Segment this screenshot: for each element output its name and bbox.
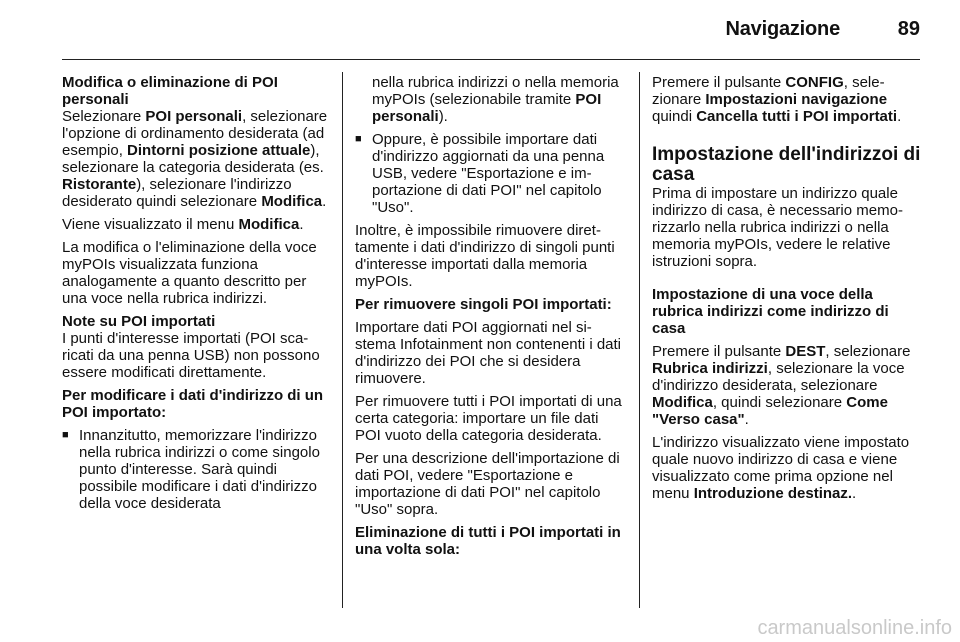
ui-term: DEST (785, 343, 826, 360)
bullet-text (372, 74, 627, 125)
text: . (299, 216, 304, 233)
text: nella rubrica indirizzi o nella memoria myPOIs (selezionabile tramite (372, 74, 619, 108)
text: Premere il pulsante (652, 343, 786, 360)
paragraph-imported-not-editable: I punti d'interesse importati (POI scaricati da una penna USB) non possono essere modificati direttamente. (62, 330, 320, 381)
column-divider-2 (639, 72, 640, 608)
bullet-item-store-first (62, 427, 330, 512)
text: , selezionare l'opzione di ordinamento desiderata (ad esempio, (62, 108, 328, 159)
subheading-set-home-entry: Impostazione di una voce della rubrica indirizzi come indirizzo di casa (652, 286, 889, 337)
ui-term: Ristorante (62, 176, 137, 193)
text: , selezionare la voce d'indirizzo desiderata, selezionare (652, 360, 905, 394)
text: quindi (652, 108, 697, 125)
procedure-heading-modify-imported: Per modificare i dati d'indirizzo di un POI importato: (62, 387, 324, 421)
text: . (322, 193, 327, 210)
text: Premere il pulsante (652, 74, 786, 91)
text: ), selezionare la categoria desiderata (es. (62, 142, 324, 176)
watermark-text: carmanualsonline.info (757, 617, 952, 639)
column-2 (355, 74, 627, 558)
bullet-marker: ■ (355, 133, 362, 145)
column-3 (652, 74, 924, 508)
bullet-marker-spacer (355, 74, 372, 125)
ui-term: Cancella tutti i POI importati (696, 108, 898, 125)
text: Viene visualizzato il menu (62, 216, 239, 233)
paragraph-edit-menu (62, 216, 330, 233)
paragraph-import-description: Per una descrizione dell'importazione di dati POI, vedere "Esportazione e importazione di dati POI" nel capitolo "Uso" sopra. (355, 450, 620, 518)
bullet-text: Innanzitutto, memorizzare l'indirizzo nella rubrica indirizzi o come singolo punto d'interesse. Sarà quindi possibile modificare i dati d'indirizzo della voce desiderata (79, 427, 320, 512)
text: ). (438, 108, 448, 125)
bullet-marker: ■ (62, 429, 69, 441)
ui-term: Impostazioni navigazione (705, 91, 888, 108)
ui-term: POI personali (372, 91, 602, 125)
paragraph-edit-analogous: La modifica o l'eliminazione della voce myPOIs visualizzata funziona analogamente a quanto descritto per una voce nella rubrica indirizzi. (62, 239, 317, 307)
paragraph-select-poi (62, 108, 330, 210)
paragraph-home-prereq: Prima di impostare un indirizzo quale indirizzo di casa, è necessario memorizzarlo nella rubrica indirizzi o nella memoria myPOIs, vedere le relative istruzioni sopra. (652, 185, 903, 270)
page-number: 89 (897, 18, 920, 40)
paragraph-cannot-remove: Inoltre, è impossibile rimuovere direttamente i dati d'indirizzo di singoli punti d'interesse importati dalla memoria myPOIs. (355, 222, 615, 290)
paragraph-home-result (652, 434, 924, 502)
column-divider-1 (342, 72, 343, 608)
paragraph-config-delete (652, 74, 924, 125)
section-heading-imported-notes: Note su POI importati (62, 313, 216, 330)
ui-term: Modifica (652, 394, 713, 411)
paragraph-remove-category: Per rimuovere tutti i POI importati di una certa categoria: importare un file dati POI vuoto della categoria desiderata. (355, 393, 622, 444)
text: , quindi selezionare (712, 394, 847, 411)
paragraph-import-updated-data: Importare dati POI aggiornati nel sistema Infotainment non contenenti i dati d'indirizzo dei POI che si desidera rimuovere. (355, 319, 622, 387)
paragraph-dest-steps (652, 343, 924, 428)
text: Selezionare (62, 108, 146, 125)
procedure-heading-remove-single: Per rimuovere singoli POI importati: (355, 296, 612, 313)
procedure-heading-remove-all: Eliminazione di tutti i POI importati in una volta sola: (355, 524, 621, 558)
section-heading-edit-poi: Modifica o eliminazione di POI personali (62, 74, 278, 108)
column-1 (62, 74, 330, 518)
text: L'indirizzo visualizzato viene impostato quale nuovo indirizzo di casa e viene visualizzato come prima opzione nel menu (652, 434, 910, 502)
section-heading-home-address: Impostazione dell'indirizzoi di casa (652, 144, 921, 185)
ui-term: Come "Verso casa" (652, 394, 888, 428)
ui-term: Dintorni posizione attuale (127, 142, 311, 159)
ui-term: Introduzione destinaz. (693, 485, 853, 502)
text: , selezionare (825, 343, 911, 360)
text: ), selezionare l'indirizzo desiderato quindi selezionare (62, 176, 292, 210)
header-rule (62, 59, 920, 60)
bullet-item-continuation (355, 74, 627, 125)
text: , selezionare (652, 74, 885, 108)
running-header-title: Navigazione (725, 18, 840, 40)
text: . (897, 108, 902, 125)
ui-term: CONFIG (785, 74, 844, 91)
ui-term: Rubrica indirizzi (652, 360, 768, 377)
ui-term: Modifica (261, 193, 323, 210)
ui-term: Modifica (238, 216, 300, 233)
bullet-text: Oppure, è possibile importare dati d'indirizzo aggiornati da una penna USB, vedere "Esportazione e importazione di dati POI" nel capitolo "Uso". (372, 131, 605, 216)
text: . (744, 411, 749, 428)
text: . (852, 485, 857, 502)
bullet-item-import-updated (355, 131, 627, 216)
ui-term: POI personali (145, 108, 243, 125)
